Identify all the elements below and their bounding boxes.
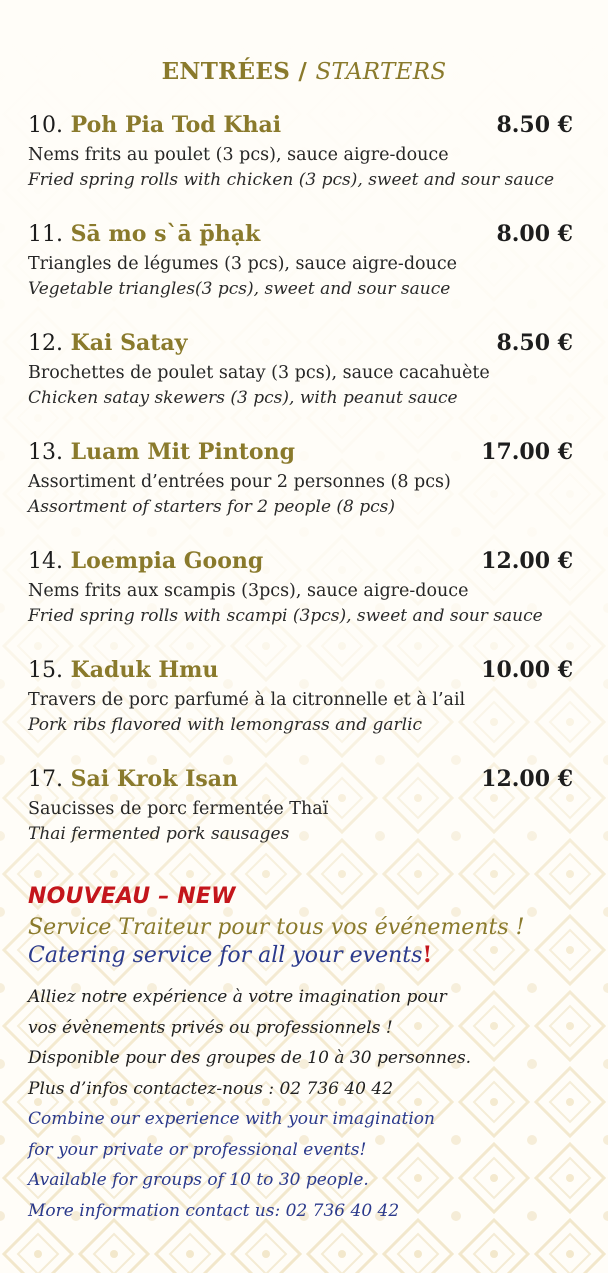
item-name: Kaduk Hmu xyxy=(70,657,219,683)
item-description-fr: Assortiment d’entrées pour 2 personnes (8 pcs) xyxy=(28,472,451,492)
catering-promo xyxy=(28,884,588,1226)
section-heading xyxy=(0,58,608,85)
catering-line-fr: Plus d’infos contactez-nous : 02 736 40 42 xyxy=(28,1078,394,1099)
heading-separator: / xyxy=(290,58,316,85)
item-description-fr: Saucisses de porc fermentée Thaï xyxy=(28,799,329,819)
item-number: 13. xyxy=(28,440,63,465)
catering-line-fr: Disponible pour des groupes de 10 à 30 personnes. xyxy=(28,1048,472,1068)
item-description-en: Chicken satay skewers (3 pcs), with peanut sauce xyxy=(28,388,458,408)
item-name: Poh Pia Tod Khai xyxy=(70,112,282,138)
new-label: NOUVEAU – NEW xyxy=(28,884,236,909)
item-name: Sai Krok Isan xyxy=(70,766,239,792)
item-title xyxy=(28,439,295,465)
item-price: 12.00 € xyxy=(481,766,573,792)
item-description-fr: Nems frits aux scampis (3pcs), sauce aigre-douce xyxy=(28,581,469,601)
item-price: 8.50 € xyxy=(496,112,573,138)
item-description-en: Fried spring rolls with scampi (3pcs), sweet and sour sauce xyxy=(28,606,543,626)
item-name: Loempia Goong xyxy=(70,548,264,574)
menu-item xyxy=(28,330,573,408)
item-number: 15. xyxy=(28,658,63,683)
item-description-en: Assortment of starters for 2 people (8 pcs) xyxy=(28,497,396,517)
item-name: Sā mo s`ā p̄hạk xyxy=(70,221,261,247)
heading-en: STARTERS xyxy=(315,59,447,85)
item-name: Luam Mit Pintong xyxy=(70,439,295,465)
item-description-en: Thai fermented pork sausages xyxy=(28,824,290,844)
item-description-en: Vegetable triangles(3 pcs), sweet and sour sauce xyxy=(28,279,451,299)
menu-item xyxy=(28,657,573,735)
item-description-fr: Travers de porc parfumé à la citronnelle et à l’ail xyxy=(28,690,466,710)
catering-line-en: Combine our experience with your imagination xyxy=(28,1109,435,1129)
item-number: 12. xyxy=(28,331,63,356)
item-number: 14. xyxy=(28,549,63,574)
menu-item xyxy=(28,112,573,190)
item-number: 10. xyxy=(28,113,63,138)
catering-line-fr: vos évènements privés ou professionnels ! xyxy=(28,1017,393,1038)
item-title xyxy=(28,330,187,356)
item-description-fr: Nems frits au poulet (3 pcs), sauce aigre-douce xyxy=(28,145,449,165)
catering-title-fr: Service Traiteur pour tous vos événements ! xyxy=(28,915,525,940)
item-description-fr: Brochettes de poulet satay (3 pcs), sauce cacahuète xyxy=(28,363,490,383)
item-title xyxy=(28,766,238,792)
item-description-fr: Triangles de légumes (3 pcs), sauce aigre-douce xyxy=(28,254,457,274)
catering-title-en xyxy=(28,942,588,968)
item-price: 17.00 € xyxy=(481,439,573,465)
catering-line-fr: Alliez notre expérience à votre imagination pour xyxy=(28,987,447,1007)
catering-line-en: More information contact us: 02 736 40 42 xyxy=(28,1200,400,1221)
item-price: 8.00 € xyxy=(496,221,573,247)
menu-item xyxy=(28,439,573,517)
menu-item xyxy=(28,221,573,299)
catering-line-en: Available for groups of 10 to 30 people. xyxy=(28,1170,369,1190)
item-number: 11. xyxy=(28,222,63,247)
item-description-en: Fried spring rolls with chicken (3 pcs), sweet and sour sauce xyxy=(28,170,555,190)
item-price: 8.50 € xyxy=(496,330,573,356)
item-price: 12.00 € xyxy=(481,548,573,574)
catering-title-en-mark: ! xyxy=(422,942,433,968)
menu-item xyxy=(28,766,573,844)
item-title xyxy=(28,221,260,247)
item-title xyxy=(28,548,263,574)
item-price: 10.00 € xyxy=(481,657,573,683)
catering-description xyxy=(28,982,588,1226)
item-title xyxy=(28,657,218,683)
heading-fr: ENTRÉES xyxy=(161,58,291,85)
item-description-en: Pork ribs flavored with lemongrass and garlic xyxy=(28,715,423,735)
item-number: 17. xyxy=(28,767,63,792)
item-title xyxy=(28,112,281,138)
catering-line-en: for your private or professional events! xyxy=(28,1139,367,1160)
item-name: Kai Satay xyxy=(70,330,188,356)
catering-title-en-text: Catering service for all your events xyxy=(28,943,423,968)
menu-item xyxy=(28,548,573,626)
